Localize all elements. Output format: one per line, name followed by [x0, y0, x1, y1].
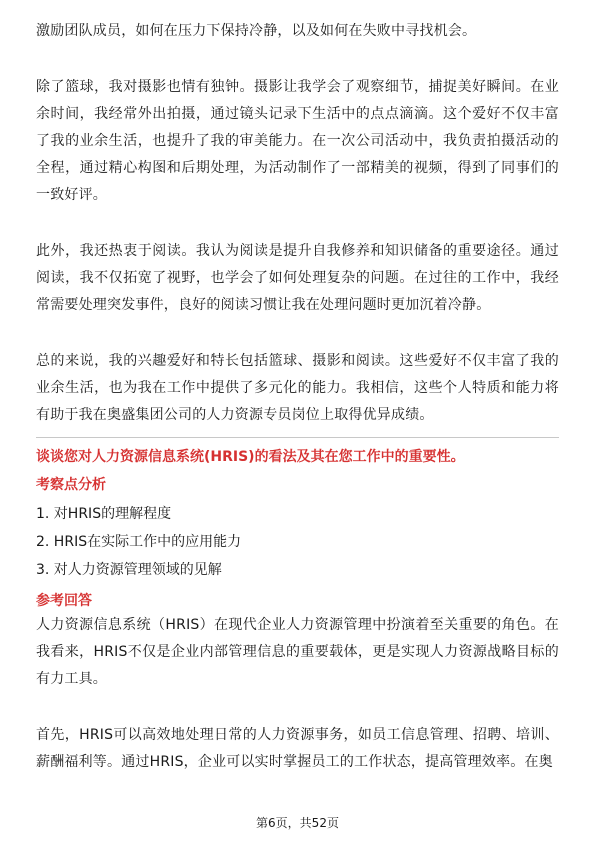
analysis-point: 3. 对人力资源管理领域的见解: [36, 562, 222, 578]
page-number: 第6页，共52页: [256, 816, 339, 830]
answer-paragraph: 人力资源信息系统（HRIS）在现代企业人力资源管理中扮演着至关重要的角色。在我看来，HRIS不仅是企业内部管理信息的重要载体，更是实现人力资源战略目标的有力工具。: [36, 617, 559, 687]
analysis-points: [36, 500, 559, 584]
page-content: [36, 18, 559, 776]
analysis-point: 2. HRIS在实际工作中的应用能力: [36, 534, 242, 550]
answer-label: 参考回答: [36, 593, 92, 609]
section-divider: [36, 437, 559, 438]
analysis-point: 1. 对HRIS的理解程度: [36, 506, 172, 522]
analysis-label: 考察点分析: [36, 477, 106, 493]
body-paragraph: 总的来说，我的兴趣爱好和特长包括篮球、摄影和阅读。这些爱好不仅丰富了我的业余生活，也为我在工作中提供了多元化的能力。我相信，这些个人特质和能力将有助于我在奥盛集团公司的人力资源专员岗位上取得优异成绩。: [36, 353, 559, 423]
answer-paragraph: 首先，HRIS可以高效地处理日常的人力资源事务，如员工信息管理、招聘、培训、薪酬福利等。通过HRIS，企业可以实时掌握员工的工作状态，提高管理效率。在奥: [36, 727, 559, 770]
body-paragraph: 除了篮球，我对摄影也情有独钟。摄影让我学会了观察细节，捕捉美好瞬间。在业余时间，我经常外出拍摄，通过镜头记录下生活中的点点滴滴。这个爱好不仅丰富了我的业余生活，也提升了我的审美能力。在一次公司活动中，我负责拍摄活动的全程，通过精心构图和后期处理，为活动制作了一部精美的视频，得到了同事们的一致好评。: [36, 79, 559, 203]
question-heading: 谈谈您对人力资源信息系统(HRIS)的看法及其在您工作中的重要性。: [36, 449, 465, 465]
body-paragraph: 激励团队成员，如何在压力下保持冷静，以及如何在失败中寻找机会。: [36, 23, 477, 39]
body-paragraph: 此外，我还热衷于阅读。我认为阅读是提升自我修养和知识储备的重要途径。通过阅读，我不仅拓宽了视野，也学会了如何处理复杂的问题。在过往的工作中，我经常需要处理突发事件，良好的阅读习惯让我在处理问题时更加沉着冷静。: [36, 243, 559, 313]
